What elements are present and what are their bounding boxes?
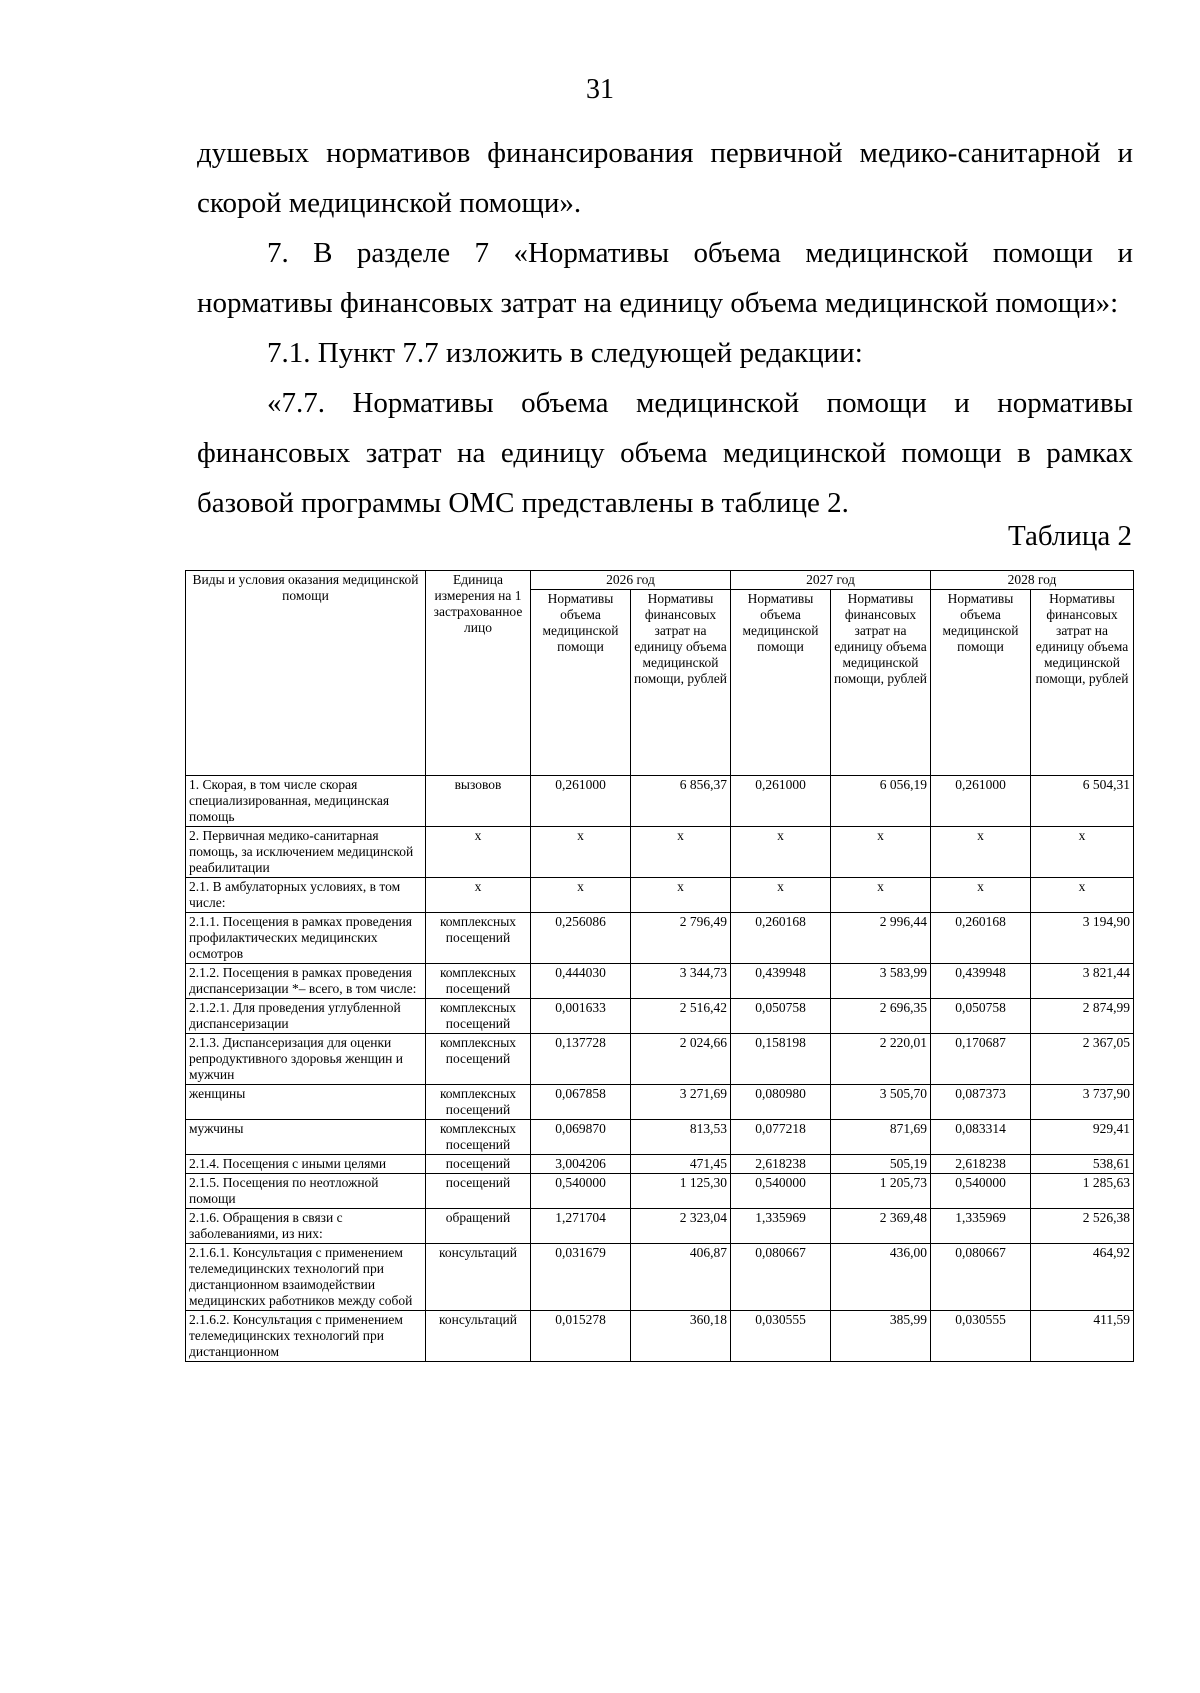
page-number: 31 bbox=[586, 74, 614, 105]
cell-v2027: 0,030555 bbox=[731, 1311, 831, 1362]
cell-c2027: 2 220,01 bbox=[831, 1034, 931, 1085]
norms-table bbox=[185, 570, 1134, 1362]
table-row bbox=[186, 964, 1134, 999]
cell-unit: комплексных посещений bbox=[426, 1085, 531, 1120]
cell-c2028: 6 504,31 bbox=[1031, 776, 1134, 827]
cell-v2026: 0,540000 bbox=[531, 1174, 631, 1209]
cell-v2028: 1,335969 bbox=[931, 1209, 1031, 1244]
cell-v2027: 0,540000 bbox=[731, 1174, 831, 1209]
cell-unit: комплексных посещений bbox=[426, 1034, 531, 1085]
cell-name: 2.1.4. Посещения с иными целями bbox=[186, 1155, 426, 1174]
cell-c2026: 406,87 bbox=[631, 1244, 731, 1311]
cell-name: 2.1.1. Посещения в рамках проведения профилактических медицинских осмотров bbox=[186, 913, 426, 964]
table-row bbox=[186, 1034, 1134, 1085]
cell-v2028: 0,030555 bbox=[931, 1311, 1031, 1362]
cell-v2028: 0,439948 bbox=[931, 964, 1031, 999]
cell-c2026: х bbox=[631, 878, 731, 913]
cell-unit: комплексных посещений bbox=[426, 1120, 531, 1155]
cell-name: женщины bbox=[186, 1085, 426, 1120]
header-year-2026: 2026 год bbox=[531, 571, 731, 590]
header-volume-norm-2027: Нормативы объема медицинской помощи bbox=[731, 590, 831, 776]
header-volume-norm-2026: Нормативы объема медицинской помощи bbox=[531, 590, 631, 776]
cell-c2026: 471,45 bbox=[631, 1155, 731, 1174]
cell-c2027: 3 505,70 bbox=[831, 1085, 931, 1120]
table-row bbox=[186, 827, 1134, 878]
cell-v2026: х bbox=[531, 827, 631, 878]
header-year-2027: 2027 год bbox=[731, 571, 931, 590]
cell-v2028: 0,170687 bbox=[931, 1034, 1031, 1085]
cell-v2028: х bbox=[931, 878, 1031, 913]
cell-name: 2.1.6.1. Консультация с применением телемедицинских технологий при дистанционном взаимодействии медицинских работников между собой bbox=[186, 1244, 426, 1311]
cell-c2028: 1 285,63 bbox=[1031, 1174, 1134, 1209]
cell-c2027: х bbox=[831, 827, 931, 878]
cell-c2026: 2 323,04 bbox=[631, 1209, 731, 1244]
cell-v2028: 0,261000 bbox=[931, 776, 1031, 827]
cell-v2026: 0,001633 bbox=[531, 999, 631, 1034]
cell-v2026: 0,067858 bbox=[531, 1085, 631, 1120]
cell-unit: консультаций bbox=[426, 1311, 531, 1362]
cell-v2027: х bbox=[731, 878, 831, 913]
cell-c2027: 6 056,19 bbox=[831, 776, 931, 827]
paragraph-continuation: душевых нормативов финансирования первичной медико-санитарной и скорой медицинской помощи». bbox=[197, 137, 1133, 219]
cell-c2026: 2 024,66 bbox=[631, 1034, 731, 1085]
cell-v2028: 0,087373 bbox=[931, 1085, 1031, 1120]
cell-c2028: 411,59 bbox=[1031, 1311, 1134, 1362]
cell-c2026: 360,18 bbox=[631, 1311, 731, 1362]
table-row bbox=[186, 999, 1134, 1034]
cell-v2027: 0,080980 bbox=[731, 1085, 831, 1120]
table-row bbox=[186, 776, 1134, 827]
table-body bbox=[186, 776, 1134, 1362]
cell-c2028: 538,61 bbox=[1031, 1155, 1134, 1174]
cell-v2028: 2,618238 bbox=[931, 1155, 1031, 1174]
paragraph-item-7-1: 7.1. Пункт 7.7 изложить в следующей редакции: bbox=[267, 337, 863, 369]
cell-v2026: 3,004206 bbox=[531, 1155, 631, 1174]
cell-c2028: 3 194,90 bbox=[1031, 913, 1134, 964]
cell-name: 2.1.6.2. Консультация с применением телемедицинских технологий при дистанционном bbox=[186, 1311, 426, 1362]
cell-v2028: х bbox=[931, 827, 1031, 878]
cell-c2028: 464,92 bbox=[1031, 1244, 1134, 1311]
table-row bbox=[186, 1120, 1134, 1155]
cell-name: 2.1. В амбулаторных условиях, в том числе: bbox=[186, 878, 426, 913]
cell-c2028: 2 367,05 bbox=[1031, 1034, 1134, 1085]
cell-c2026: 3 271,69 bbox=[631, 1085, 731, 1120]
cell-c2028: 929,41 bbox=[1031, 1120, 1134, 1155]
table-row bbox=[186, 1209, 1134, 1244]
cell-unit: комплексных посещений bbox=[426, 999, 531, 1034]
cell-v2027: 0,439948 bbox=[731, 964, 831, 999]
cell-unit: комплексных посещений bbox=[426, 964, 531, 999]
cell-c2028: 3 737,90 bbox=[1031, 1085, 1134, 1120]
header-cost-norm-2028: Нормативы финансовых затрат на единицу объема медицинской помощи, рублей bbox=[1031, 590, 1134, 776]
cell-v2027: 0,050758 bbox=[731, 999, 831, 1034]
cell-c2027: 2 696,35 bbox=[831, 999, 931, 1034]
cell-c2027: 871,69 bbox=[831, 1120, 931, 1155]
table-caption: Таблица 2 bbox=[1007, 520, 1132, 552]
cell-name: мужчины bbox=[186, 1120, 426, 1155]
cell-v2028: 0,540000 bbox=[931, 1174, 1031, 1209]
cell-c2028: 2 526,38 bbox=[1031, 1209, 1134, 1244]
header-cost-norm-2026: Нормативы финансовых затрат на единицу объема медицинской помощи, рублей bbox=[631, 590, 731, 776]
cell-name: 2.1.2. Посещения в рамках проведения диспансеризации *– всего, в том числе: bbox=[186, 964, 426, 999]
table-row bbox=[186, 913, 1134, 964]
cell-c2026: 813,53 bbox=[631, 1120, 731, 1155]
cell-name: 2.1.2.1. Для проведения углубленной диспансеризации bbox=[186, 999, 426, 1034]
cell-v2027: 1,335969 bbox=[731, 1209, 831, 1244]
cell-v2026: 0,031679 bbox=[531, 1244, 631, 1311]
cell-v2027: 0,260168 bbox=[731, 913, 831, 964]
cell-c2027: 505,19 bbox=[831, 1155, 931, 1174]
cell-v2027: 0,158198 bbox=[731, 1034, 831, 1085]
cell-c2026: 2 796,49 bbox=[631, 913, 731, 964]
cell-v2028: 0,083314 bbox=[931, 1120, 1031, 1155]
cell-c2027: х bbox=[831, 878, 931, 913]
cell-v2027: 0,080667 bbox=[731, 1244, 831, 1311]
header-types: Виды и условия оказания медицинской помощи bbox=[186, 571, 426, 776]
table-row bbox=[186, 1311, 1134, 1362]
cell-c2026: 3 344,73 bbox=[631, 964, 731, 999]
cell-unit: посещений bbox=[426, 1155, 531, 1174]
cell-c2027: 3 583,99 bbox=[831, 964, 931, 999]
cell-c2028: х bbox=[1031, 878, 1134, 913]
cell-v2028: 0,050758 bbox=[931, 999, 1031, 1034]
cell-v2027: 2,618238 bbox=[731, 1155, 831, 1174]
cell-v2026: 0,444030 bbox=[531, 964, 631, 999]
cell-v2026: 0,137728 bbox=[531, 1034, 631, 1085]
cell-c2028: 3 821,44 bbox=[1031, 964, 1134, 999]
header-cost-norm-2027: Нормативы финансовых затрат на единицу объема медицинской помощи, рублей bbox=[831, 590, 931, 776]
header-year-2028: 2028 год bbox=[931, 571, 1134, 590]
table-row bbox=[186, 1244, 1134, 1311]
table-row bbox=[186, 1085, 1134, 1120]
cell-c2026: 6 856,37 bbox=[631, 776, 731, 827]
cell-v2027: 0,077218 bbox=[731, 1120, 831, 1155]
header-unit: Единица измерения на 1 застрахованное лицо bbox=[426, 571, 531, 776]
table-row bbox=[186, 878, 1134, 913]
cell-c2026: 1 125,30 bbox=[631, 1174, 731, 1209]
cell-unit: х bbox=[426, 827, 531, 878]
cell-v2026: 0,015278 bbox=[531, 1311, 631, 1362]
cell-v2026: 0,261000 bbox=[531, 776, 631, 827]
cell-c2027: 1 205,73 bbox=[831, 1174, 931, 1209]
cell-v2026: 0,069870 bbox=[531, 1120, 631, 1155]
cell-c2028: х bbox=[1031, 827, 1134, 878]
cell-v2026: 0,256086 bbox=[531, 913, 631, 964]
cell-v2026: 1,271704 bbox=[531, 1209, 631, 1244]
cell-name: 2.1.3. Диспансеризация для оценки репродуктивного здоровья женщин и мужчин bbox=[186, 1034, 426, 1085]
cell-v2028: 0,080667 bbox=[931, 1244, 1031, 1311]
cell-unit: обращений bbox=[426, 1209, 531, 1244]
cell-c2026: 2 516,42 bbox=[631, 999, 731, 1034]
cell-name: 2. Первичная медико-санитарная помощь, за исключением медицинской реабилитации bbox=[186, 827, 426, 878]
cell-c2028: 2 874,99 bbox=[1031, 999, 1134, 1034]
cell-v2027: 0,261000 bbox=[731, 776, 831, 827]
paragraph-item-7-7: «7.7. Нормативы объема медицинской помощи и нормативы финансовых затрат на единицу объема медицинской помощи в рамках базовой программы ОМС представлены в таблице 2. bbox=[197, 387, 1133, 519]
cell-c2027: 2 369,48 bbox=[831, 1209, 931, 1244]
header-volume-norm-2028: Нормативы объема медицинской помощи bbox=[931, 590, 1031, 776]
cell-v2028: 0,260168 bbox=[931, 913, 1031, 964]
cell-c2027: 2 996,44 bbox=[831, 913, 931, 964]
paragraph-section-7: 7. В разделе 7 «Нормативы объема медицинской помощи и нормативы финансовых затрат на единицу объема медицинской помощи»: bbox=[197, 237, 1133, 319]
cell-unit: консультаций bbox=[426, 1244, 531, 1311]
table-row bbox=[186, 1155, 1134, 1174]
table-row bbox=[186, 1174, 1134, 1209]
cell-c2027: 385,99 bbox=[831, 1311, 931, 1362]
cell-unit: х bbox=[426, 878, 531, 913]
cell-c2027: 436,00 bbox=[831, 1244, 931, 1311]
cell-name: 2.1.6. Обращения в связи с заболеваниями, из них: bbox=[186, 1209, 426, 1244]
cell-name: 2.1.5. Посещения по неотложной помощи bbox=[186, 1174, 426, 1209]
cell-v2026: х bbox=[531, 878, 631, 913]
cell-unit: комплексных посещений bbox=[426, 913, 531, 964]
cell-unit: посещений bbox=[426, 1174, 531, 1209]
cell-unit: вызовов bbox=[426, 776, 531, 827]
cell-name: 1. Скорая, в том числе скорая специализированная, медицинская помощь bbox=[186, 776, 426, 827]
cell-v2027: х bbox=[731, 827, 831, 878]
cell-c2026: х bbox=[631, 827, 731, 878]
